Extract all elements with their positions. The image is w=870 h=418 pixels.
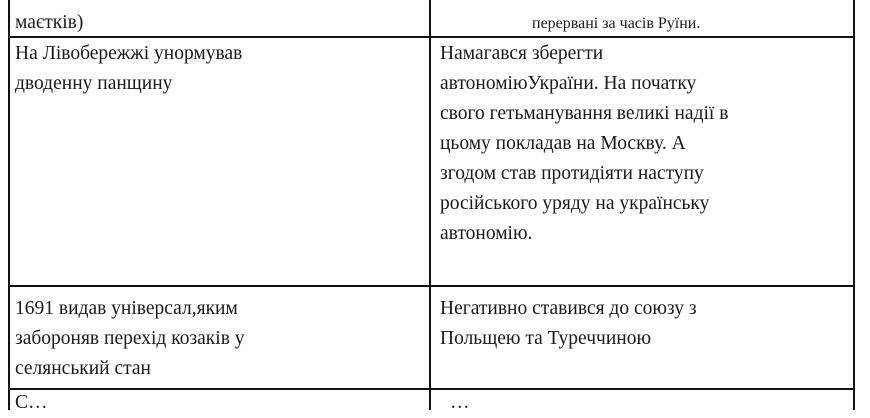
row-0-right-cell: перервані за часів Руїни. [532,15,701,32]
row-2-left-cell: 1691 видав універсал,яким забороняв перехід козаків у селянський стан [15,298,245,379]
row-1-right-cell: Намагався зберегти автономіюУкраїни. На початку свого гетьманування великі надії в цьому покладав на Москву. А згодом став протидіяти наступу російського уряду на українську автономію. [440,43,729,244]
table-row-divider [8,285,854,287]
row-2-right-cell: Негативно ставився до союзу з Польщею та Туреччиною [440,298,697,349]
table-row-divider [8,36,854,38]
table-column-divider [429,0,431,410]
row-0-left-cell: маєтків) [15,12,84,33]
table-right-border [853,0,855,410]
table-left-border [8,0,10,410]
row-3-left-cell: С… [15,392,48,413]
row-3-right-cell: … [450,392,470,413]
row-1-left-cell: На Лівобережжі унормував дводенну панщину [15,43,243,94]
table-row-divider [8,388,854,390]
